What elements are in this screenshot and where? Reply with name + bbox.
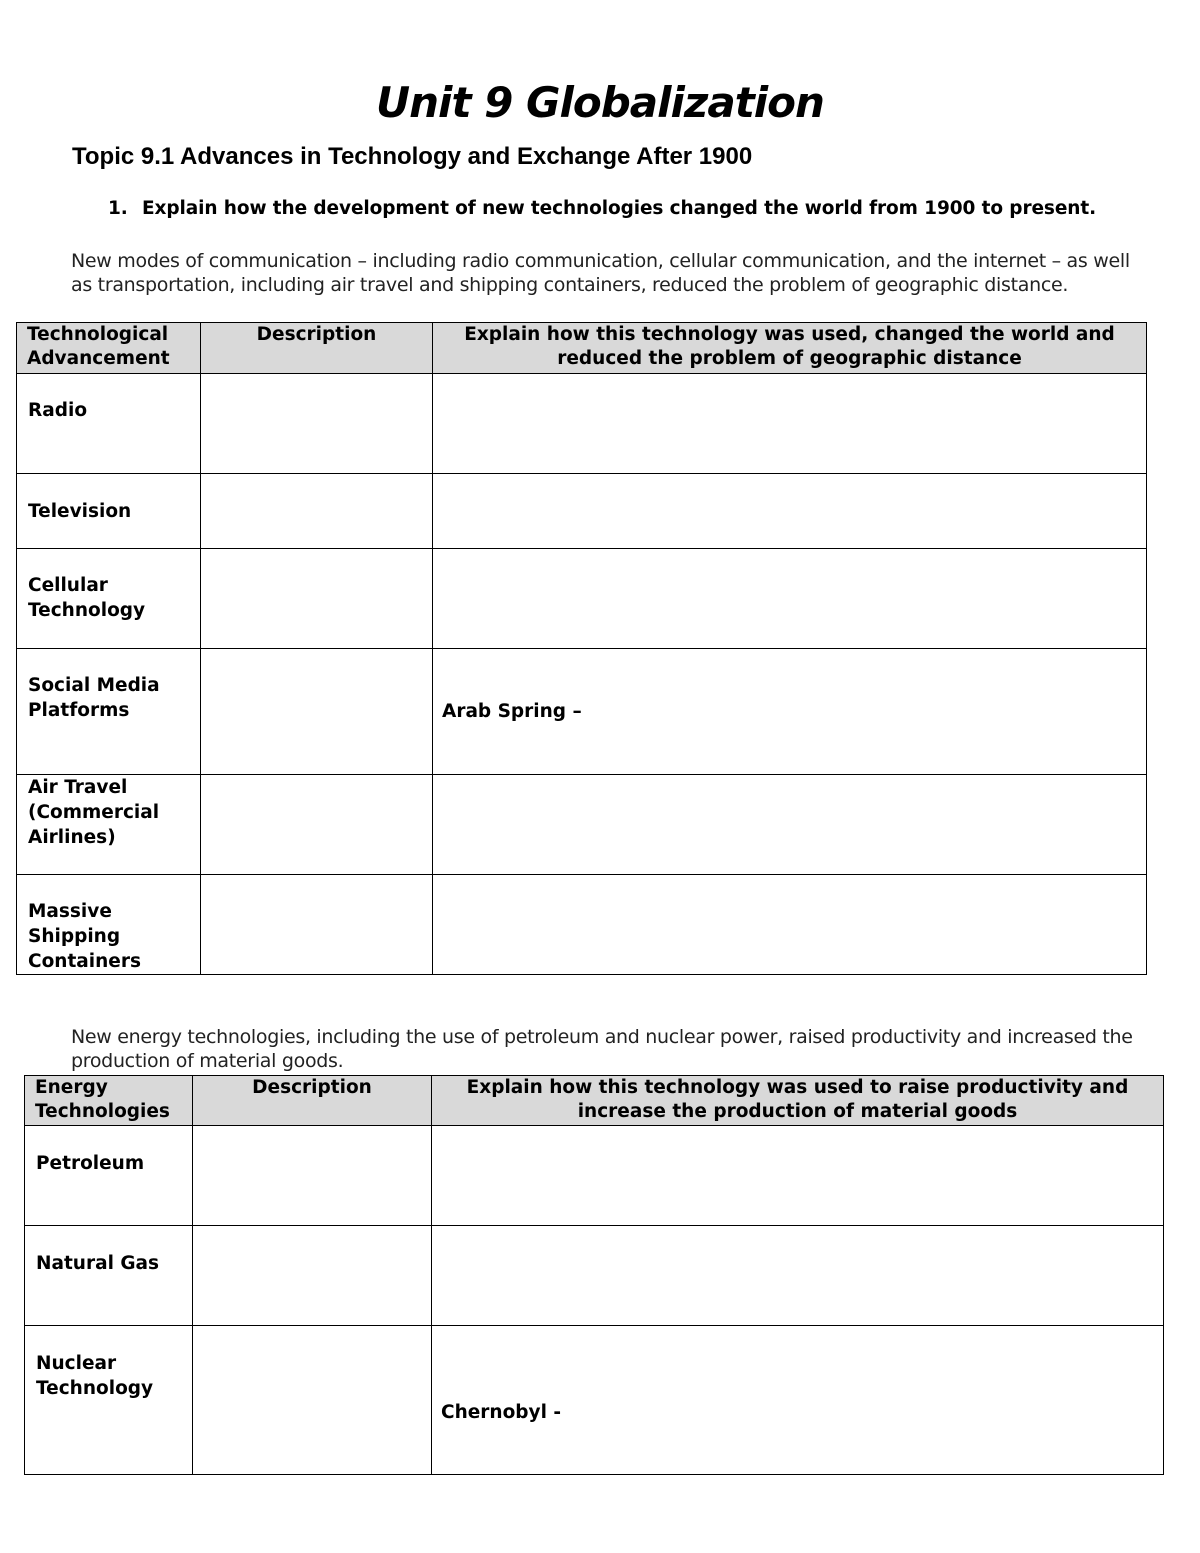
description-cell[interactable] bbox=[193, 1226, 432, 1326]
question-1 bbox=[108, 198, 1096, 219]
header-description: Description bbox=[201, 323, 433, 374]
row-label: Air Travel (Commercial Airlines) bbox=[17, 775, 201, 875]
description-cell[interactable] bbox=[201, 875, 433, 975]
row-label: Nuclear Technology bbox=[25, 1326, 193, 1475]
explain-cell[interactable] bbox=[433, 549, 1147, 649]
row-label: Natural Gas bbox=[25, 1226, 193, 1326]
table-row bbox=[17, 875, 1147, 975]
description-cell[interactable] bbox=[201, 649, 433, 775]
description-cell[interactable] bbox=[193, 1326, 432, 1475]
row-label: Social Media Platforms bbox=[17, 649, 201, 775]
description-cell[interactable] bbox=[201, 474, 433, 549]
page-title: Unit 9 Globalization bbox=[376, 78, 824, 127]
topic-heading: Topic 9.1 Advances in Technology and Exchange After 1900 bbox=[72, 143, 753, 170]
description-cell[interactable] bbox=[201, 549, 433, 649]
table-row bbox=[25, 1326, 1164, 1475]
technology-table bbox=[16, 322, 1147, 975]
table-row bbox=[17, 474, 1147, 549]
table-row bbox=[17, 775, 1147, 875]
table-row bbox=[17, 374, 1147, 474]
section2-intro: New energy technologies, including the use of petroleum and nuclear power, raised productivity and increased the production of material goods. bbox=[71, 1026, 1133, 1072]
table-row bbox=[17, 649, 1147, 775]
explain-cell[interactable]: Arab Spring – bbox=[433, 649, 1147, 775]
description-cell[interactable] bbox=[201, 374, 433, 474]
description-cell[interactable] bbox=[201, 775, 433, 875]
row-label: Television bbox=[17, 474, 201, 549]
header-energy-technologies: Energy Technologies bbox=[25, 1076, 193, 1126]
table-header-row bbox=[17, 323, 1147, 374]
row-label: Radio bbox=[17, 374, 201, 474]
table-row bbox=[17, 549, 1147, 649]
explain-cell[interactable]: Chernobyl - bbox=[432, 1326, 1164, 1475]
description-cell[interactable] bbox=[193, 1126, 432, 1226]
explain-cell[interactable] bbox=[432, 1126, 1164, 1226]
header-explain: Explain how this technology was used to raise productivity and increase the production of material goods bbox=[432, 1076, 1164, 1126]
question-text: Explain how the development of new technologies changed the world from 1900 to present. bbox=[142, 198, 1097, 219]
explain-cell[interactable] bbox=[433, 374, 1147, 474]
row-label: Cellular Technology bbox=[17, 549, 201, 649]
header-explain: Explain how this technology was used, changed the world and reduced the problem of geographic distance bbox=[433, 323, 1147, 374]
question-number: 1. bbox=[108, 198, 128, 219]
explain-cell[interactable] bbox=[433, 474, 1147, 549]
table-row bbox=[25, 1226, 1164, 1326]
header-technological-advancement: Technological Advancement bbox=[17, 323, 201, 374]
row-label: Massive Shipping Containers bbox=[17, 875, 201, 975]
section1-intro: New modes of communication – including radio communication, cellular communication, and the internet – as well as transportation, including air travel and shipping containers, reduced the problem of geographic distance. bbox=[71, 250, 1130, 296]
table-header-row bbox=[25, 1076, 1164, 1126]
table-row bbox=[25, 1126, 1164, 1226]
explain-cell[interactable] bbox=[433, 875, 1147, 975]
row-label: Petroleum bbox=[25, 1126, 193, 1226]
explain-cell[interactable] bbox=[432, 1226, 1164, 1326]
energy-table bbox=[24, 1075, 1164, 1475]
explain-cell[interactable] bbox=[433, 775, 1147, 875]
header-description: Description bbox=[193, 1076, 432, 1126]
